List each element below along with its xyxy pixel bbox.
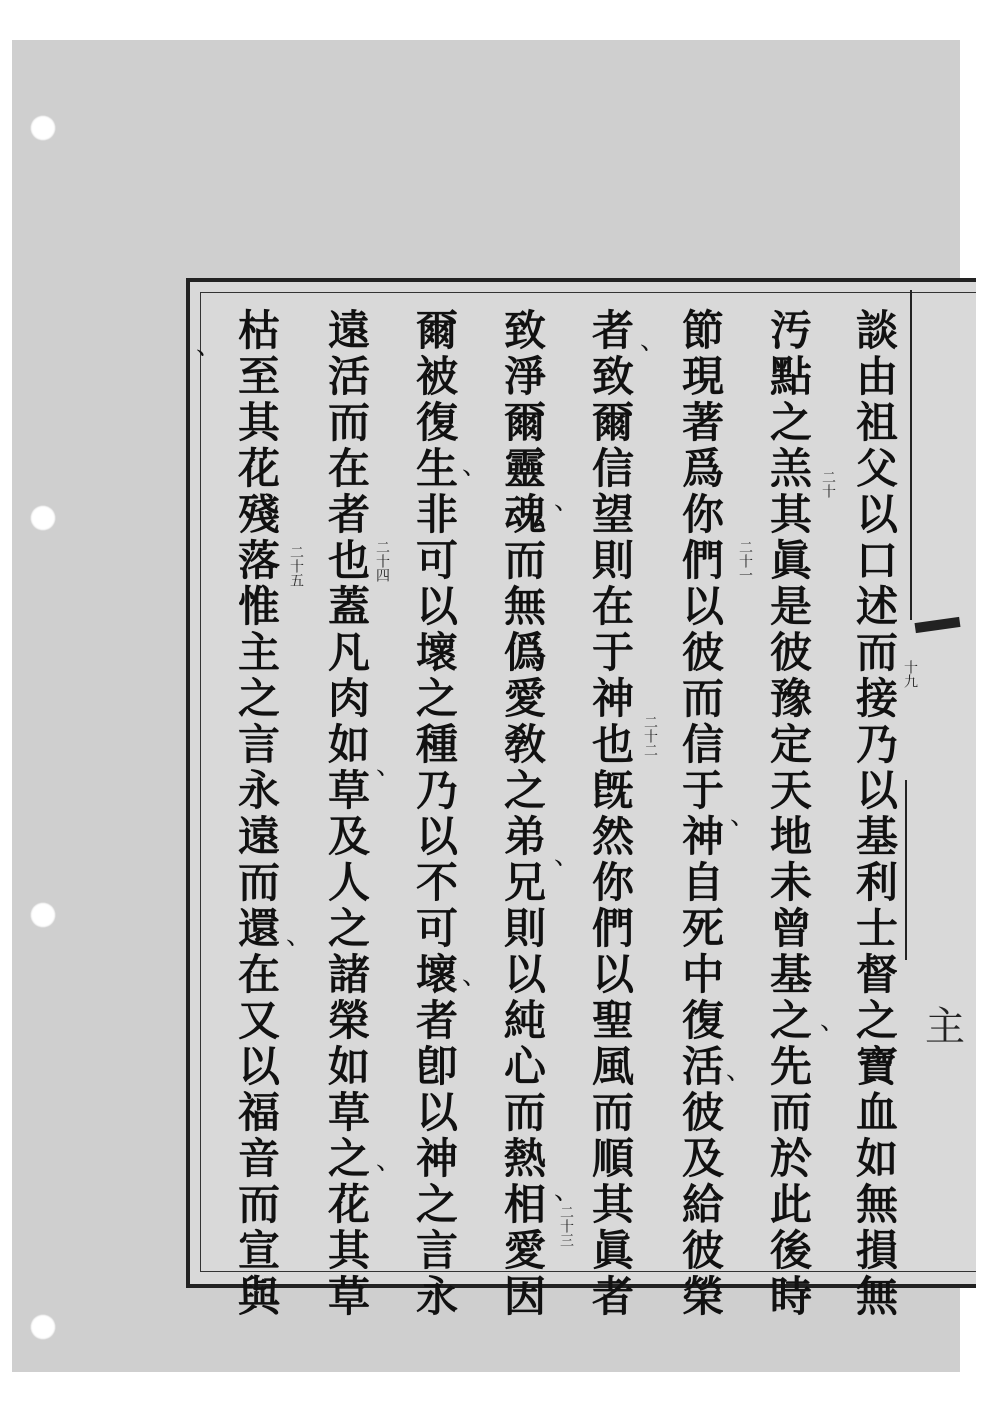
column-divider bbox=[905, 780, 907, 960]
verse-number: 二十二 bbox=[642, 715, 658, 757]
punctuation-mark: 、 bbox=[376, 751, 403, 781]
text-column-2: 汚點之羔其眞是彼豫定天地未曾基之先而於此後時 bbox=[764, 308, 813, 1320]
punctuation-mark: 、 bbox=[640, 326, 667, 356]
text-column-4: 者致爾信望則在于神也旣然你們以聖風而順其眞者 bbox=[586, 308, 635, 1320]
punctuation-mark: 、 bbox=[730, 801, 757, 831]
verse-number: 二十五 bbox=[288, 545, 304, 587]
verse-number: 二十一 bbox=[737, 540, 753, 582]
punctuation-mark: 、 bbox=[196, 331, 223, 361]
text-column-6: 爾被復生非可以壞之種乃以不可壞者卽以神之言永 bbox=[410, 308, 459, 1320]
punctuation-mark: 、 bbox=[286, 921, 313, 951]
binder-hole bbox=[30, 115, 56, 141]
punctuation-mark: 、 bbox=[376, 1146, 403, 1176]
edge-character: 主 bbox=[925, 1004, 965, 1050]
text-column-8: 枯至其花殘落惟主之言永遠而還在又以福音而宣與 bbox=[232, 308, 281, 1320]
verse-number: 二十 bbox=[820, 470, 836, 498]
text-column-5: 致淨爾靈魂而無僞愛敎之弟兄則以純心而熱相愛因 bbox=[498, 308, 547, 1320]
text-column-7: 遠活而在者也蓋凡肉如草及人之諸榮如草之花其草 bbox=[322, 308, 371, 1320]
punctuation-mark: 、 bbox=[726, 1056, 753, 1086]
punctuation-mark: 、 bbox=[554, 1176, 581, 1206]
column-divider bbox=[910, 290, 912, 620]
text-column-3: 節現著爲你們以彼而信于神自死中復活彼及給彼榮 bbox=[676, 308, 725, 1320]
verse-number: 二十四 bbox=[374, 540, 390, 582]
binder-hole bbox=[30, 505, 56, 531]
punctuation-mark: 、 bbox=[554, 486, 581, 516]
punctuation-mark: 、 bbox=[462, 961, 489, 991]
binder-hole bbox=[30, 1314, 56, 1340]
verse-number: 二十三 bbox=[558, 1205, 574, 1247]
punctuation-mark: 、 bbox=[554, 841, 581, 871]
verse-number: 十九 bbox=[902, 660, 918, 688]
text-column-1: 談由祖父以口述而接乃以基利士督之寶血如無損無 bbox=[850, 308, 899, 1320]
punctuation-mark: 、 bbox=[820, 1006, 847, 1036]
binder-hole bbox=[30, 902, 56, 928]
punctuation-mark: 、 bbox=[462, 451, 489, 481]
